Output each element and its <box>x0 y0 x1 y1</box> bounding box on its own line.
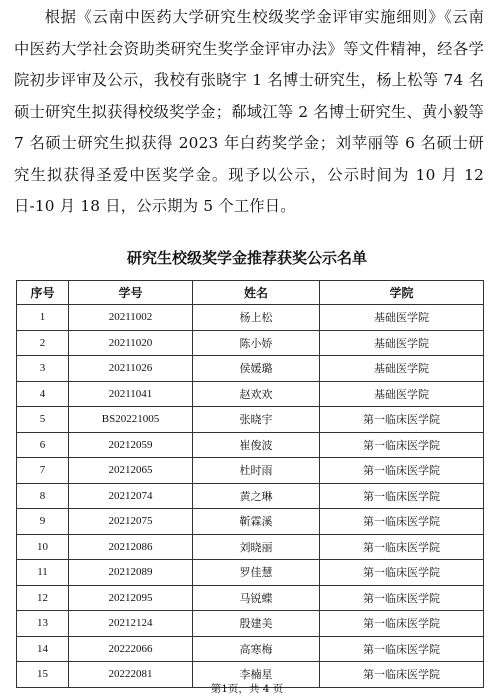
table-row <box>17 381 484 407</box>
college-name: 基础医学院 <box>320 305 484 331</box>
student-name: 崔俊波 <box>193 432 320 458</box>
table-row <box>17 432 484 458</box>
table-row <box>17 611 484 637</box>
row-number: 15 <box>17 662 69 688</box>
college-name: 第一临床医学院 <box>320 509 484 535</box>
student-id: 20211020 <box>69 330 193 356</box>
college-name: 第一临床医学院 <box>320 534 484 560</box>
student-id: 20212065 <box>69 458 193 484</box>
table-row <box>17 636 484 662</box>
college-name: 第一临床医学院 <box>320 432 484 458</box>
student-id: 20222066 <box>69 636 193 662</box>
student-id: 20212089 <box>69 560 193 586</box>
student-name: 高寒梅 <box>193 636 320 662</box>
row-number: 2 <box>17 330 69 356</box>
student-name: 靳霖溪 <box>193 509 320 535</box>
student-id: 20211002 <box>69 305 193 331</box>
student-id: 20212059 <box>69 432 193 458</box>
student-id: 20212095 <box>69 585 193 611</box>
college-name: 第一临床医学院 <box>320 636 484 662</box>
college-name: 基础医学院 <box>320 381 484 407</box>
college-name: 第一临床医学院 <box>320 560 484 586</box>
row-number: 12 <box>17 585 69 611</box>
student-id: 20212074 <box>69 483 193 509</box>
student-name: 侯媛璐 <box>193 356 320 382</box>
college-name: 第一临床医学院 <box>320 407 484 433</box>
page-footer: 第1页，共 4 页 <box>210 683 284 695</box>
student-name: 罗佳慧 <box>193 560 320 586</box>
header-name: 姓名 <box>193 281 320 305</box>
table-row <box>17 534 484 560</box>
row-number: 6 <box>17 432 69 458</box>
student-id: 20212124 <box>69 611 193 637</box>
college-name: 基础医学院 <box>320 356 484 382</box>
student-id: 20211041 <box>69 381 193 407</box>
college-name: 第一临床医学院 <box>320 458 484 484</box>
student-name: 殷建美 <box>193 611 320 637</box>
student-name: 黄之琳 <box>193 483 320 509</box>
college-name: 第一临床医学院 <box>320 611 484 637</box>
row-number: 9 <box>17 509 69 535</box>
table-body <box>17 305 484 688</box>
row-number: 4 <box>17 381 69 407</box>
student-name: 杨上松 <box>193 305 320 331</box>
table-row <box>17 585 484 611</box>
student-name: 马锐蝶 <box>193 585 320 611</box>
table-row <box>17 483 484 509</box>
student-name: 赵欢欢 <box>193 381 320 407</box>
row-number: 3 <box>17 356 69 382</box>
table-row <box>17 560 484 586</box>
table-header-row <box>17 281 484 305</box>
table-row <box>17 330 484 356</box>
table-row <box>17 305 484 331</box>
row-number: 1 <box>17 305 69 331</box>
table-row <box>17 356 484 382</box>
student-id: 20222081 <box>69 662 193 688</box>
table-row <box>17 407 484 433</box>
student-name: 刘晓丽 <box>193 534 320 560</box>
student-name: 张晓宇 <box>193 407 320 433</box>
row-number: 14 <box>17 636 69 662</box>
student-id: BS20221005 <box>69 407 193 433</box>
table-row <box>17 509 484 535</box>
table-title: 研究生校级奖学金推荐获奖公示名单 <box>126 249 367 267</box>
row-number: 11 <box>17 560 69 586</box>
college-name: 基础医学院 <box>320 330 484 356</box>
college-name: 第一临床医学院 <box>320 585 484 611</box>
row-number: 8 <box>17 483 69 509</box>
row-number: 5 <box>17 407 69 433</box>
row-number: 7 <box>17 458 69 484</box>
student-id: 20212086 <box>69 534 193 560</box>
college-name: 第一临床医学院 <box>320 483 484 509</box>
scholarship-table <box>16 280 484 688</box>
header-id: 学号 <box>69 281 193 305</box>
header-college: 学院 <box>320 281 484 305</box>
student-name: 杜时雨 <box>193 458 320 484</box>
college-name: 第一临床医学院 <box>320 662 484 688</box>
table-row <box>17 458 484 484</box>
student-name: 李楠星 <box>193 662 320 688</box>
student-name: 陈小娇 <box>193 330 320 356</box>
student-id: 20212075 <box>69 509 193 535</box>
student-id: 20211026 <box>69 356 193 382</box>
header-no: 序号 <box>17 281 69 305</box>
row-number: 10 <box>17 534 69 560</box>
row-number: 13 <box>17 611 69 637</box>
intro-paragraph: 根据《云南中医药大学研究生校级奖学金评审实施细则》《云南中医药大学社会资助类研究生奖学金评审办法》等文件精神，经各学院初步评审及公示，我校有张晓宇 1 名博士研究生，杨上松等 74 名硕士研究生拟获得校级奖学金；郗域江等 2 名博士研究生、黄小毅等 7 名硕士研究生拟获得 2023 年白药奖学金；刘苹丽等 6 名硕士研究生拟获得圣爱中医奖学金。现予以公示，公示时间为 10 月 12 日-10 月 18 日，公示期为 5 个工作日。 <box>14 8 484 215</box>
